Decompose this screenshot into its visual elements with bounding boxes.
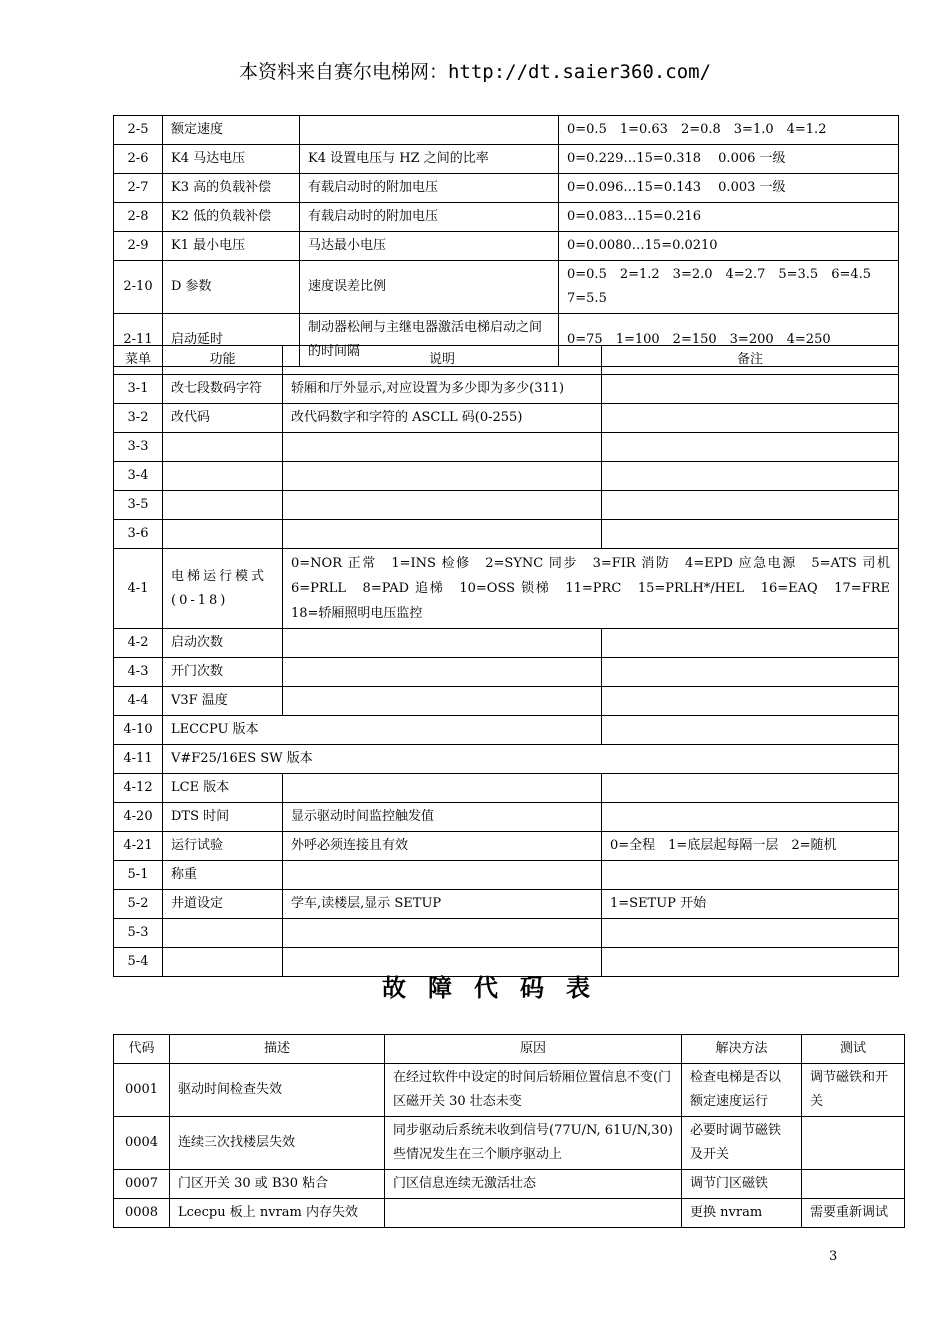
cell-note [602, 520, 899, 549]
cell-func: K1 最小电压 [163, 232, 300, 261]
cell-func [163, 491, 283, 520]
cell-menu: 5-4 [114, 948, 163, 977]
cell-desc: 0=NOR 正常 1=INS 检修 2=SYNC 同步 3=FIR 消防 4=EPD 应急电源 5=ATS 司机 6=PRLL 8=PAD 追梯 10=OSS 锁梯 11=PRC 15=PRLH*/HEL 16=EAQ 17=FRE 18=轿厢照明电压监控 [283, 549, 899, 629]
table-row [114, 174, 899, 203]
cell-note: 0=0.083…15=0.216 [559, 203, 899, 232]
cell-menu: 4-21 [114, 832, 163, 861]
cell-menu: 2-5 [114, 116, 163, 145]
table-row [114, 745, 899, 774]
cell-menu: 4-10 [114, 716, 163, 745]
cell-note [602, 716, 899, 745]
cell-menu: 4-20 [114, 803, 163, 832]
cell-func [163, 919, 283, 948]
cell-desc: 有载启动时的附加电压 [300, 174, 559, 203]
cell-desc [283, 462, 602, 491]
cell-note: 0=全程 1=底层起每隔一层 2=随机 [602, 832, 899, 861]
cell-desc [283, 520, 602, 549]
cell-note: 0=0.0080…15=0.0210 [559, 232, 899, 261]
cell-menu: 2-8 [114, 203, 163, 232]
cell-func: 称重 [163, 861, 283, 890]
header-desc: 说明 [283, 346, 602, 375]
table-row [114, 404, 899, 433]
cell-note: 0=0.096…15=0.143 0.003 一级 [559, 174, 899, 203]
cell-code: 0001 [114, 1064, 170, 1117]
cell-menu: 5-1 [114, 861, 163, 890]
fault-code-table [113, 1034, 905, 1228]
cell-func: V#F25/16ES SW 版本 [163, 745, 899, 774]
cell-cause: 门区信息连续无激活壮态 [385, 1170, 682, 1199]
cell-note [602, 861, 899, 890]
cell-test [802, 1117, 905, 1170]
cell-func: 启动延时 [163, 314, 300, 367]
cell-code: 0008 [114, 1199, 170, 1228]
cell-desc [283, 774, 602, 803]
cell-desc: 轿厢和厅外显示,对应设置为多少即为多少(311) [283, 375, 602, 404]
cell-desc: 马达最小电压 [300, 232, 559, 261]
table-row [114, 145, 899, 174]
table-row [114, 861, 899, 890]
cell-menu: 4-11 [114, 745, 163, 774]
table-row [114, 919, 899, 948]
cell-desc: 速度误差比例 [300, 261, 559, 314]
cell-menu: 4-2 [114, 629, 163, 658]
cell-menu: 3-5 [114, 491, 163, 520]
cell-func: K2 低的负载补偿 [163, 203, 300, 232]
parameter-table-2 [113, 115, 899, 367]
cell-cause: 在经过软件中设定的时间后轿厢位置信息不变(门区磁开关 30 壮态未变 [385, 1064, 682, 1117]
cell-menu: 2-6 [114, 145, 163, 174]
cell-menu: 2-11 [114, 314, 163, 367]
cell-note: 0=0.5 2=1.2 3=2.0 4=2.7 5=3.5 6=4.5 7=5.5 [559, 261, 899, 314]
table-row [114, 658, 899, 687]
header-note: 备注 [602, 346, 899, 375]
cell-menu: 3-3 [114, 433, 163, 462]
cell-cause: 同步驱动后系统未收到信号(77U/N, 61U/N,30)些情况发生在三个顺序驱动上 [385, 1117, 682, 1170]
cell-desc: 改代码数字和字符的 ASCLL 码(0-255) [283, 404, 602, 433]
cell-menu: 4-3 [114, 658, 163, 687]
cell-desc [283, 687, 602, 716]
menu-table [113, 345, 904, 977]
cell-func: DTS 时间 [163, 803, 283, 832]
cell-desc: 制动器松闸与主继电器激活电梯启动之间的时间隔 [300, 314, 559, 367]
cell-desc [283, 919, 602, 948]
cell-menu: 2-9 [114, 232, 163, 261]
cell-menu: 4-4 [114, 687, 163, 716]
cell-func: 改七段数码字符 [163, 375, 283, 404]
cell-desc: 门区开关 30 或 B30 粘合 [170, 1170, 385, 1199]
table-row [114, 832, 899, 861]
cell-note [602, 433, 899, 462]
cell-func: 井道设定 [163, 890, 283, 919]
cell-desc: 驱动时间检查失效 [170, 1064, 385, 1117]
cell-func: V3F 温度 [163, 687, 283, 716]
table-row [114, 803, 899, 832]
table-row [114, 116, 899, 145]
cell-code: 0004 [114, 1117, 170, 1170]
cell-note [602, 803, 899, 832]
table-row [114, 462, 899, 491]
cell-desc [300, 116, 559, 145]
cell-desc: 连续三次找楼层失效 [170, 1117, 385, 1170]
table-row [114, 629, 899, 658]
cell-test: 调节磁铁和开关 [802, 1064, 905, 1117]
table-row [114, 261, 899, 314]
cell-note: 0=75 1=100 2=150 3=200 4=250 [559, 314, 899, 367]
cell-note [602, 919, 899, 948]
cell-func: K3 高的负载补偿 [163, 174, 300, 203]
cell-menu: 5-2 [114, 890, 163, 919]
cell-cause [385, 1199, 682, 1228]
cell-desc [283, 658, 602, 687]
table-row [114, 549, 899, 629]
cell-fix: 调节门区磁铁 [682, 1170, 802, 1199]
cell-note: 1=SETUP 开始 [602, 890, 899, 919]
cell-func [163, 433, 283, 462]
cell-func: 启动次数 [163, 629, 283, 658]
cell-note [602, 404, 899, 433]
cell-menu: 4-1 [114, 549, 163, 629]
header-cause: 原因 [385, 1035, 682, 1064]
table-row [114, 375, 899, 404]
table-row [114, 687, 899, 716]
cell-func [163, 520, 283, 549]
cell-test [802, 1170, 905, 1199]
table-row [114, 520, 899, 549]
header-func: 功能 [163, 346, 283, 375]
table-row [114, 433, 899, 462]
cell-fix: 检查电梯是否以额定速度运行 [682, 1064, 802, 1117]
table-row [114, 232, 899, 261]
cell-note [602, 774, 899, 803]
table-row [114, 203, 899, 232]
table-row [114, 491, 899, 520]
cell-menu: 3-2 [114, 404, 163, 433]
cell-desc [283, 433, 602, 462]
cell-menu: 3-6 [114, 520, 163, 549]
cell-menu: 4-12 [114, 774, 163, 803]
cell-desc: 有载启动时的附加电压 [300, 203, 559, 232]
cell-func: 开门次数 [163, 658, 283, 687]
cell-func: D 参数 [163, 261, 300, 314]
cell-desc [283, 629, 602, 658]
header-fix: 解决方法 [682, 1035, 802, 1064]
table-row [114, 716, 899, 745]
cell-fix: 更换 nvram [682, 1199, 802, 1228]
cell-note [602, 491, 899, 520]
table-row [114, 1199, 905, 1228]
cell-func: 运行试验 [163, 832, 283, 861]
table-row [114, 774, 899, 803]
cell-menu: 5-3 [114, 919, 163, 948]
cell-note [602, 462, 899, 491]
cell-note [602, 687, 899, 716]
page-number: 3 [829, 1249, 838, 1264]
table-row [114, 890, 899, 919]
table-row [114, 1170, 905, 1199]
cell-desc: 外呼必须连接且有效 [283, 832, 602, 861]
cell-menu: 3-1 [114, 375, 163, 404]
cell-menu: 2-10 [114, 261, 163, 314]
cell-desc [283, 861, 602, 890]
cell-test: 需要重新调试 [802, 1199, 905, 1228]
table-row [114, 1064, 905, 1117]
cell-note [602, 658, 899, 687]
table-header-row [114, 1035, 905, 1064]
header-desc: 描述 [170, 1035, 385, 1064]
cell-note [602, 629, 899, 658]
cell-desc: Lcecpu 板上 nvram 内存失效 [170, 1199, 385, 1228]
cell-desc: 显示驱动时间监控触发值 [283, 803, 602, 832]
cell-note: 0=0.5 1=0.63 2=0.8 3=1.0 4=1.2 [559, 116, 899, 145]
table-header-row [114, 346, 899, 375]
fault-code-title: 故障代码表 [382, 974, 612, 1002]
cell-note [602, 375, 899, 404]
cell-func: LECCPU 版本 [163, 716, 602, 745]
cell-func: 电梯运行模式(0-18) [163, 549, 283, 629]
header-menu: 菜单 [114, 346, 163, 375]
cell-desc: K4 设置电压与 HZ 之间的比率 [300, 145, 559, 174]
header-test: 测试 [802, 1035, 905, 1064]
cell-desc [283, 491, 602, 520]
cell-func: LCE 版本 [163, 774, 283, 803]
cell-func: K4 马达电压 [163, 145, 300, 174]
cell-code: 0007 [114, 1170, 170, 1199]
cell-menu: 2-7 [114, 174, 163, 203]
cell-func: 额定速度 [163, 116, 300, 145]
cell-fix: 必要时调节磁铁及开关 [682, 1117, 802, 1170]
cell-desc: 学车,读楼层,显示 SETUP [283, 890, 602, 919]
cell-note: 0=0.229…15=0.318 0.006 一级 [559, 145, 899, 174]
header-code: 代码 [114, 1035, 170, 1064]
table-row [114, 1117, 905, 1170]
source-header: 本资料来自赛尔电梯网：http://dt.saier360.com/ [238, 61, 712, 83]
cell-menu: 3-4 [114, 462, 163, 491]
cell-func: 改代码 [163, 404, 283, 433]
cell-func [163, 462, 283, 491]
